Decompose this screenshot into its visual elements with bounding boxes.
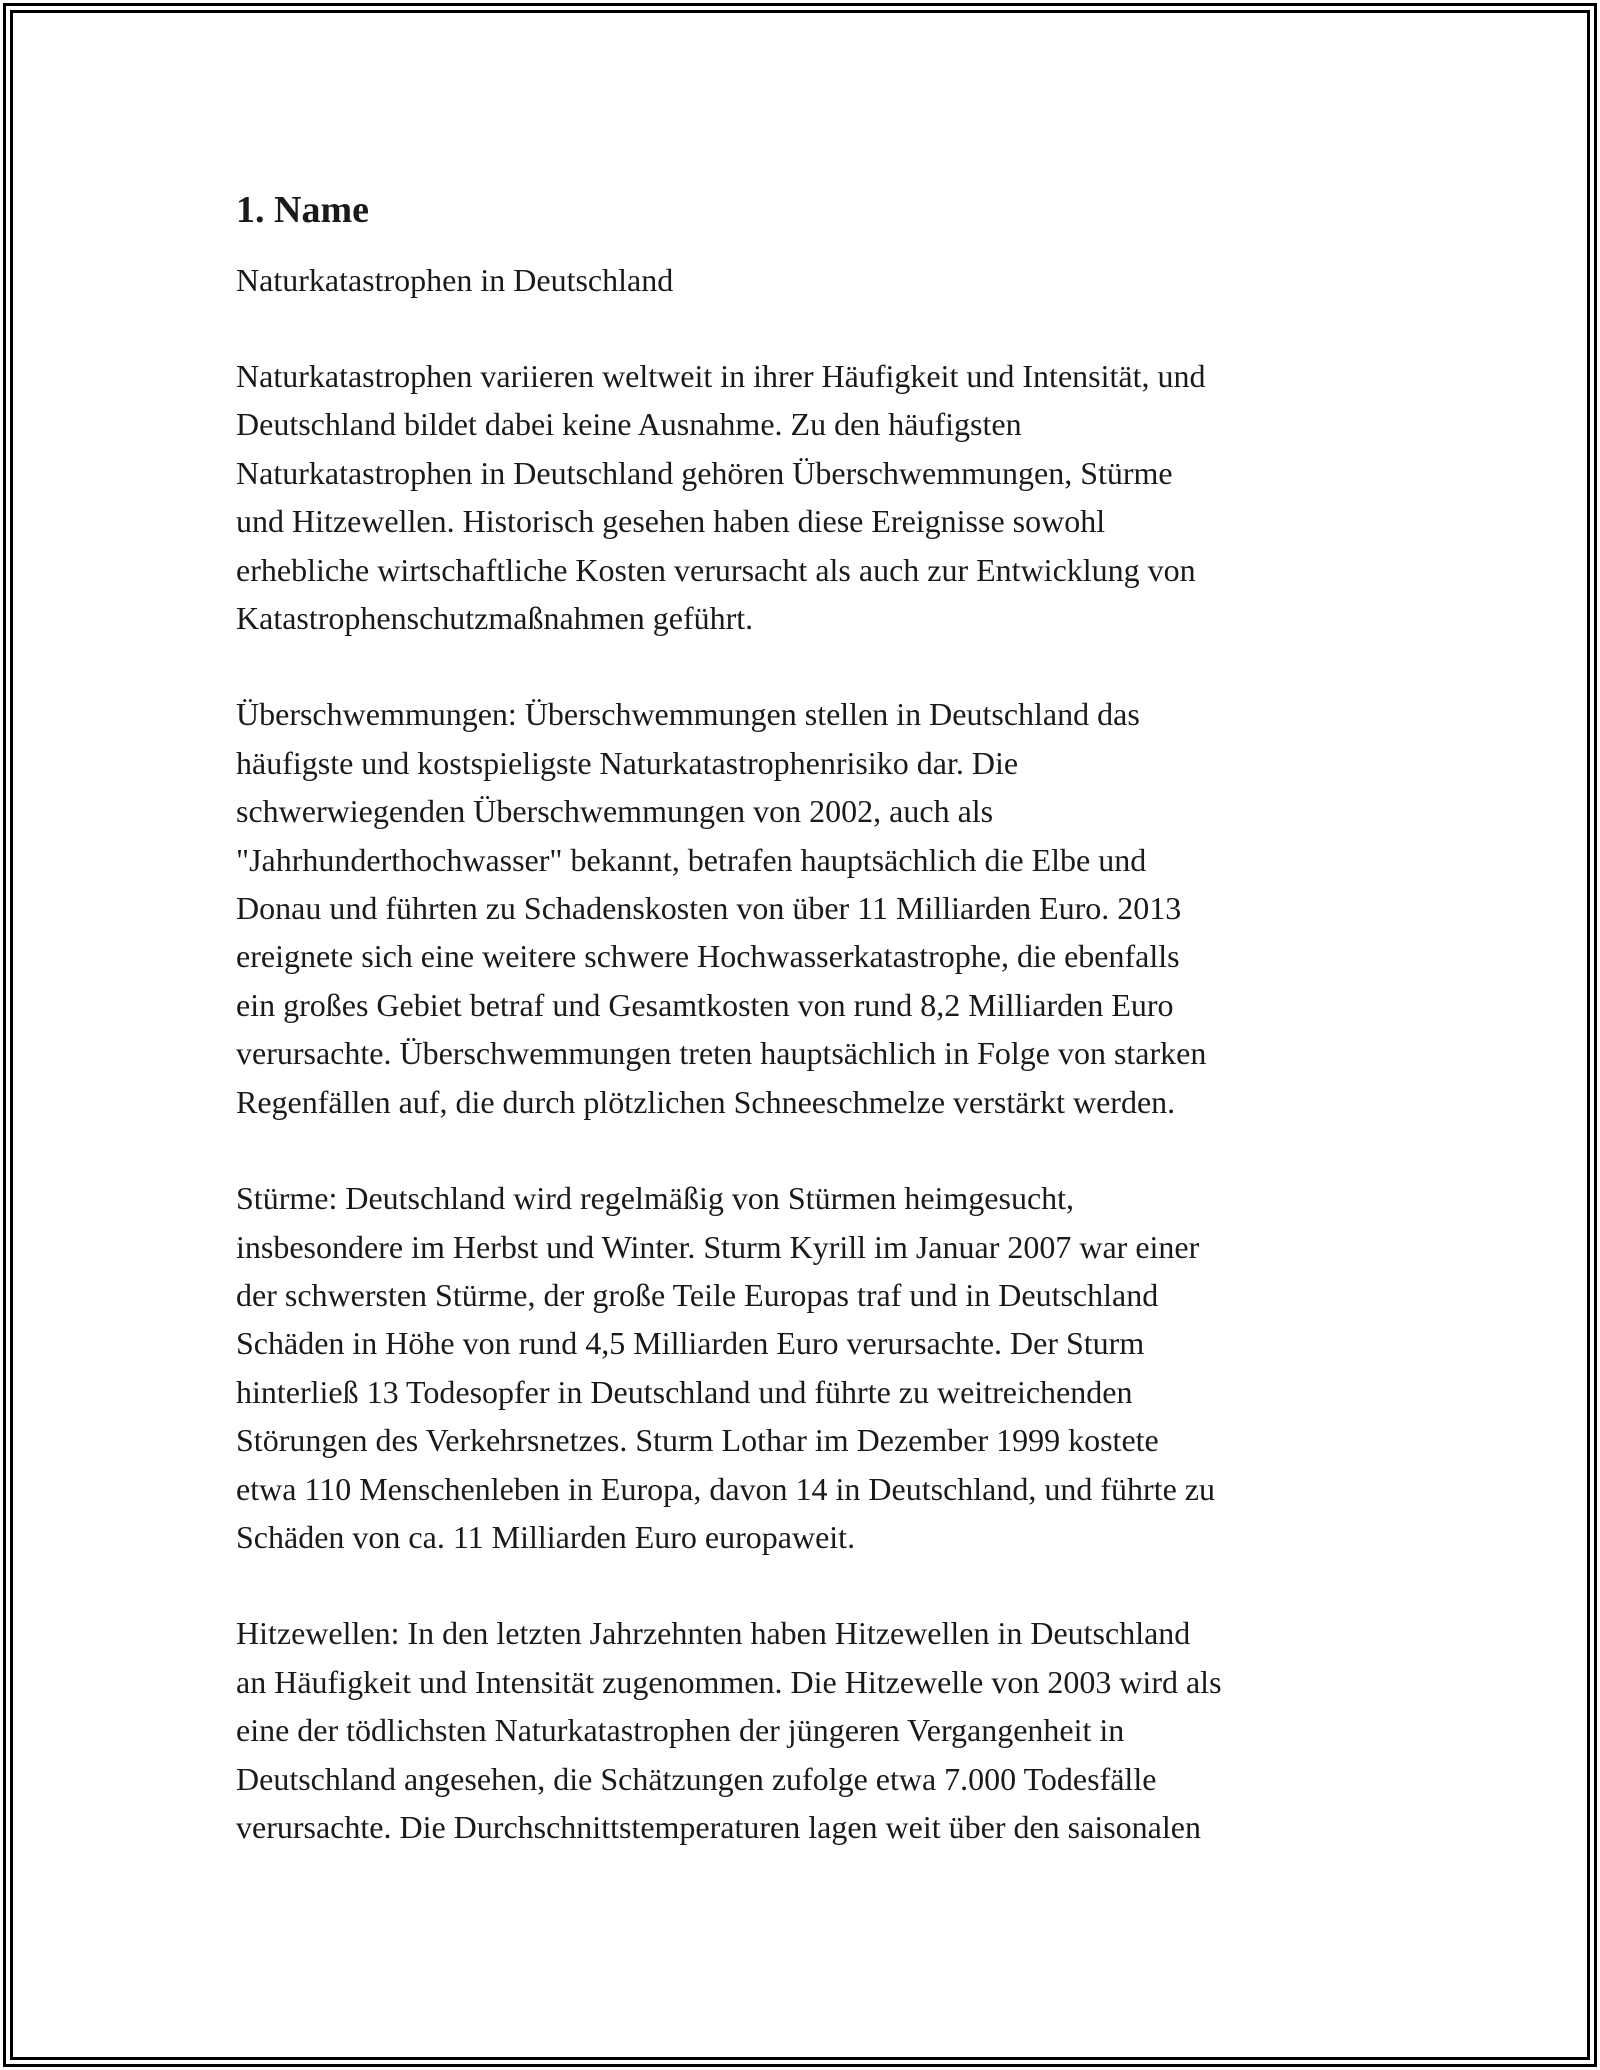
floods-paragraph [236,690,1396,1126]
paragraph-line: Schäden von ca. 11 Milliarden Euro europaweit. [236,1518,856,1555]
paragraph-line: Naturkatastrophen variieren weltweit in ihrer Häufigkeit und Intensität, und [236,358,1206,394]
storms-paragraph [236,1174,1396,1561]
paragraph-line: hinterließ 13 Todesopfer in Deutschland und führte zu weitreichenden [236,1373,1133,1410]
paragraph-line: Deutschland angesehen, die Schätzungen zufolge etwa 7.000 Todesfälle [236,1760,1157,1797]
paragraph-line: Katastrophenschutzmaßnahmen geführt. [236,600,754,637]
paragraph-line: verursachte. Überschwemmungen treten hauptsächlich in Folge von starken [236,1035,1207,1072]
paragraph-line: etwa 110 Menschenleben in Europa, davon 14 in Deutschland, und führte zu [236,1470,1215,1507]
paragraph-line: verursachte. Die Durchschnittstemperaturen lagen weit über den saisonalen [236,1808,1201,1845]
paragraph-line: Regenfällen auf, die durch plötzlichen Schneeschmelze verstärkt werden. [236,1083,1176,1120]
paragraph-line: häufigste und kostspieligste Naturkatastrophenrisiko dar. Die [236,744,1019,781]
paragraph-line: an Häufigkeit und Intensität zugenommen. Die Hitzewelle von 2003 wird als [236,1663,1222,1700]
paragraph-line: Schäden in Höhe von rund 4,5 Milliarden Euro verursachte. Der Sturm [236,1325,1145,1362]
paragraph-line: erhebliche wirtschaftliche Kosten verursacht als auch zur Entwicklung von [236,551,1196,588]
heatwaves-paragraph [236,1609,1396,1851]
paragraph-line: Überschwemmungen: Überschwemmungen stellen in Deutschland das [236,696,1140,733]
paragraph-line: ein großes Gebiet betraf und Gesamtkosten von rund 8,2 Milliarden Euro [236,986,1174,1023]
intro-paragraph [236,352,1396,642]
paragraph-list [236,352,1396,1851]
paragraph-line: Naturkatastrophen in Deutschland gehören Überschwemmungen, Stürme [236,454,1173,491]
paragraph-line: Hitzewellen: In den letzten Jahrzehnten haben Hitzewellen in Deutschland [236,1615,1191,1652]
paragraph-line: "Jahrhunderthochwasser" bekannt, betrafen hauptsächlich die Elbe und [236,841,1147,878]
paragraph-line: Donau und führten zu Schadenskosten von über 11 Milliarden Euro. 2013 [236,890,1182,927]
paragraph-line: und Hitzewellen. Historisch gesehen haben diese Ereignisse sowohl [236,503,1106,540]
paragraph-line: ereignete sich eine weitere schwere Hochwasserkatastrophe, die ebenfalls [236,938,1180,975]
paragraph-line: Störungen des Verkehrsnetzes. Sturm Lothar im Dezember 1999 kostete [236,1422,1159,1459]
paragraph-line: insbesondere im Herbst und Winter. Sturm Kyrill im Januar 2007 war einer [236,1228,1200,1265]
paragraph-line: eine der tödlichsten Naturkatastrophen der jüngeren Vergangenheit in [236,1712,1125,1749]
paragraph-line: Stürme: Deutschland wird regelmäßig von Stürmen heimgesucht, [236,1180,1075,1217]
section-heading: 1. Name [236,189,369,231]
paragraph-line: der schwersten Stürme, der große Teile Europas traf und in Deutschland [236,1276,1159,1313]
paragraph-line: Deutschland bildet dabei keine Ausnahme. Zu den häufigsten [236,406,1022,443]
paragraph-line: schwerwiegenden Überschwemmungen von 2002, auch als [236,793,994,830]
document-subtitle: Naturkatastrophen in Deutschland [236,262,674,298]
document-body [236,186,1396,1899]
